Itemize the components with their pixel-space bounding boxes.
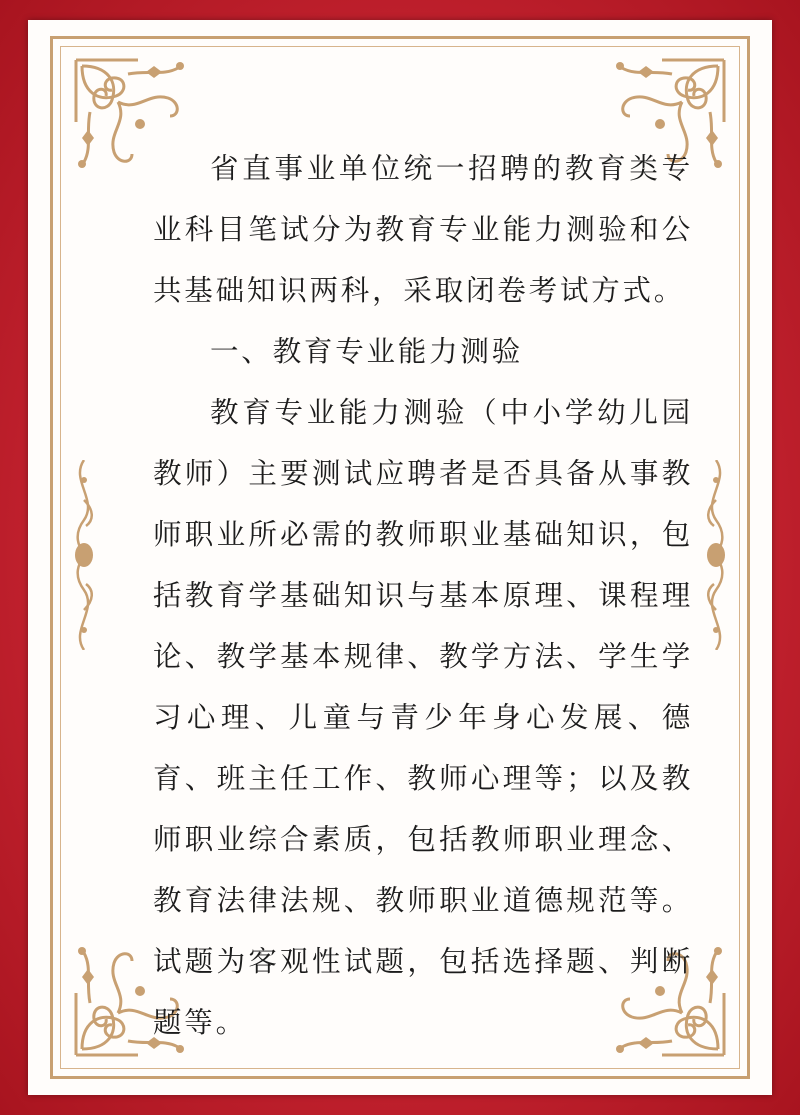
- ornamental-side-icon: [66, 460, 102, 650]
- body-text: [153, 138, 693, 1053]
- ornamental-side-icon: [698, 460, 734, 650]
- section-heading: 一、教育专业能力测验: [210, 335, 524, 368]
- paragraph-intro: 省直事业单位统一招聘的教育类专业科目笔试分为教育专业能力测验和公共基础知识两科，采取闭卷考试方式。: [153, 152, 693, 307]
- certificate-card: [28, 20, 772, 1095]
- paragraph-detail: 教育专业能力测验（中小学幼儿园教师）主要测试应聘者是否具备从事教师职业所必需的教师职业基础知识，包括教育学基础知识与基本原理、课程理论、教学基本规律、教学方法、学生学习心理、儿童与青少年身心发展、德育、班主任工作、教师心理等；以及教师职业综合素质，包括教师职业理念、教育法律法规、教师职业道德规范等。试题为客观性试题，包括选择题、判断题等。: [153, 396, 693, 1039]
